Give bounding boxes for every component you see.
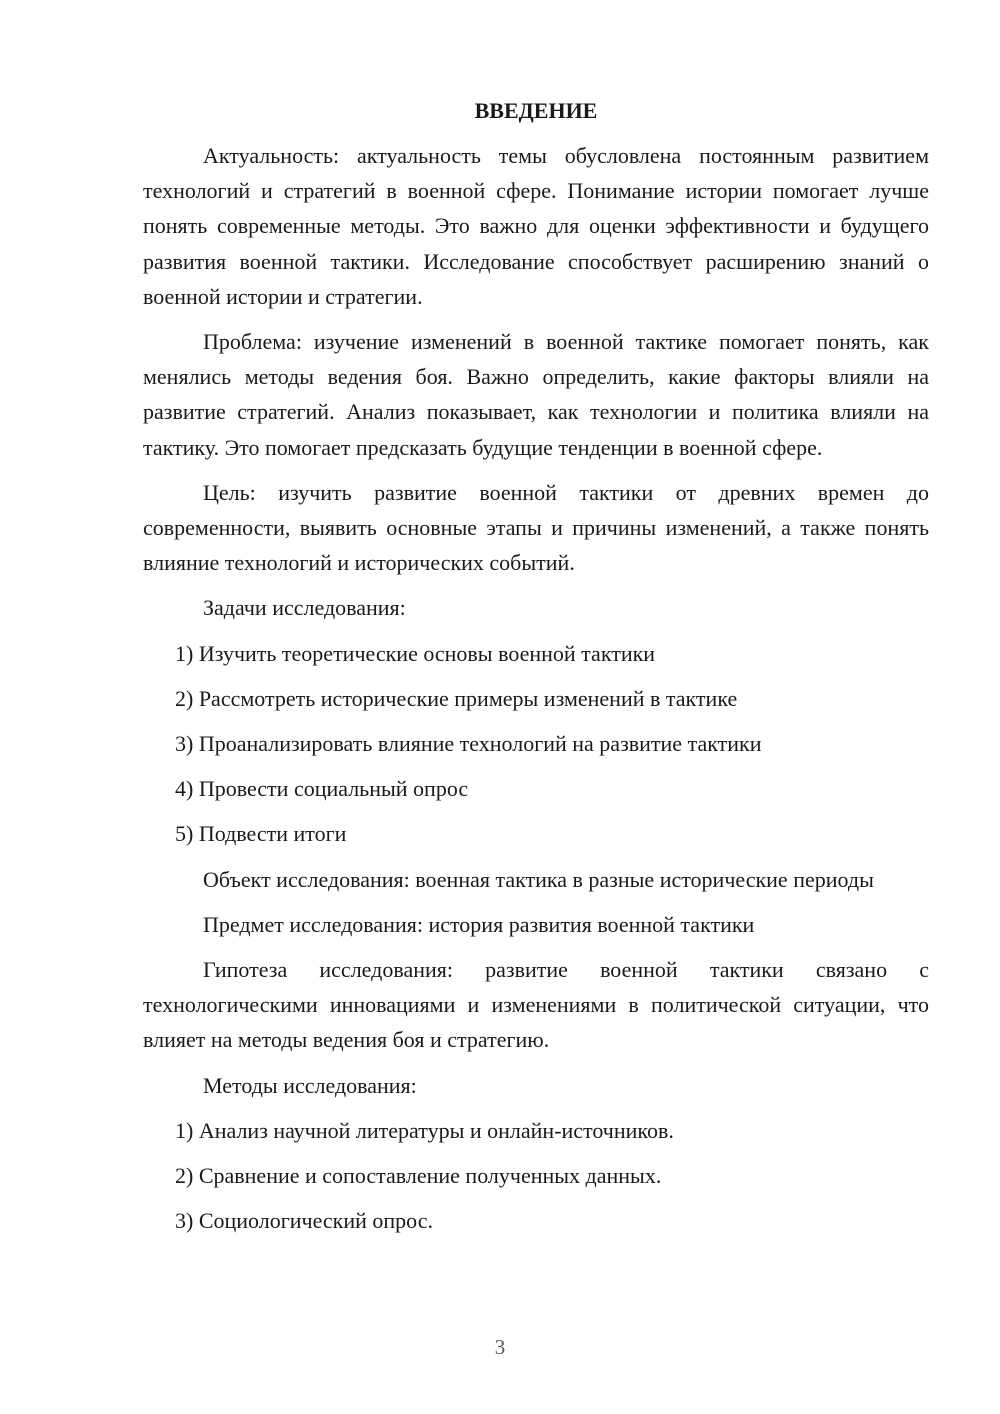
task-item: 1) Изучить теоретические основы военной тактики — [175, 640, 656, 666]
task-item: 3) Проанализировать влияние технологий на развитие тактики — [175, 731, 762, 757]
page-content — [143, 96, 929, 1248]
page-number: 3 — [494, 1335, 506, 1359]
goal-paragraph: Цель: изучить развитие военной тактики от древних времен до современности, выявить основные этапы и причины изменений, а также понять влияние технологий и исторических событий. — [143, 479, 929, 576]
task-item: 2) Рассмотреть исторические примеры изменений в тактике — [175, 685, 738, 711]
method-item: 3) Социологический опрос. — [175, 1208, 433, 1234]
tasks-heading: Задачи исследования: — [203, 595, 406, 621]
methods-heading: Методы исследования: — [203, 1072, 417, 1098]
relevance-paragraph: Актуальность: актуальность темы обусловлена постоянным развитием технологий и стратегий в военной сфере. Понимание истории помогает лучше понять современные методы. Это важно для оценки эффективности и будущего развития военной тактики. Исследование способствует расширению знаний о военной истории и стратегии. — [143, 143, 929, 309]
task-item: 4) Провести социальный опрос — [175, 776, 469, 802]
problem-paragraph: Проблема: изучение изменений в военной тактике помогает понять, как менялись методы ведения боя. Важно определить, какие факторы влияли на развитие стратегий. Анализ показывает, как технологии и политика влияли на тактику. Это помогает предсказать будущие тенденции в военной сфере. — [143, 329, 929, 460]
section-title: ВВЕДЕНИЕ — [474, 98, 598, 123]
method-item: 2) Сравнение и сопоставление полученных данных. — [175, 1163, 662, 1189]
object-paragraph: Объект исследования: военная тактика в разные исторические периоды — [203, 866, 874, 892]
subject-paragraph: Предмет исследования: история развития военной тактики — [203, 911, 755, 937]
method-item: 1) Анализ научной литературы и онлайн-источников. — [175, 1117, 674, 1143]
hypothesis-paragraph: Гипотеза исследования: развитие военной тактики связано с технологическими инновациями и изменениями в политической ситуации, что влияет на методы ведения боя и стратегию. — [143, 957, 929, 1053]
task-item: 5) Подвести итоги — [175, 821, 347, 847]
